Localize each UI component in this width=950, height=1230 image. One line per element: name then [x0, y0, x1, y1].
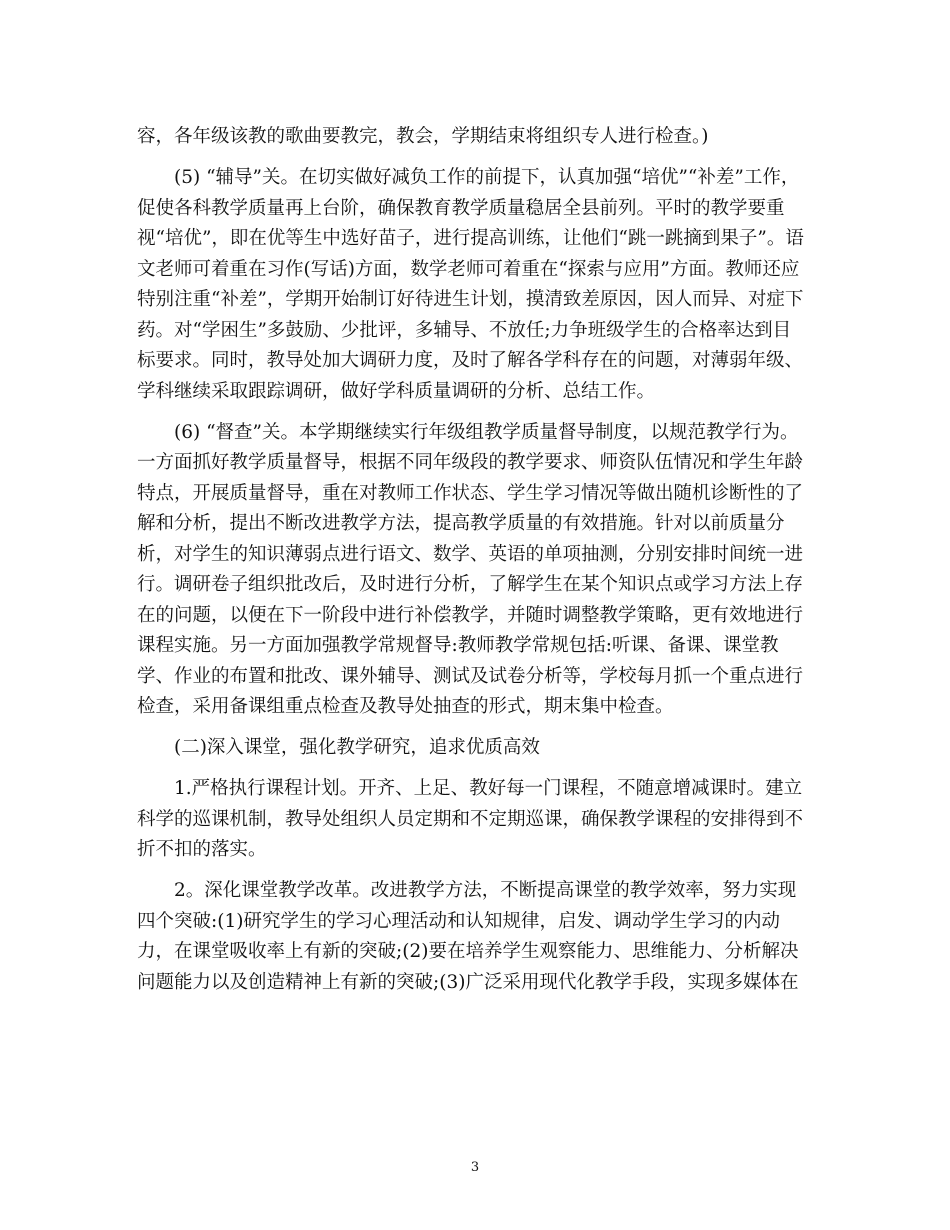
text-line: 文老师可着重在习作(写话)方面，数学老师可着重在“探索与应用”方面。教师还应: [137, 258, 800, 280]
paragraph-5: [137, 774, 821, 866]
text-line: 标要求。同时，教导处加大调研力度，及时了解各学科存在的问题，对薄弱年级、: [137, 350, 804, 371]
text-line: 课程实施。另一方面加强教学常规督导:教师教学常规包括:听课、备课、课堂教: [137, 635, 779, 656]
text-line: 药。对“学困生”多鼓励、少批评，多辅导、不放任;力争班级学生的合格率达到目: [137, 319, 792, 341]
text-line: 检查，采用备课组重点检查及教导处抽查的形式，期末集中检查。: [137, 696, 674, 717]
paragraph-1: [137, 122, 821, 153]
paragraph-3: [137, 418, 821, 723]
text-line: 特别注重“补差”，学期开始制订好待进生计划，摸清致差原因，因人而异、对症下: [137, 289, 804, 310]
text-line: 折不扣的落实。: [137, 839, 267, 860]
document-body: [137, 122, 821, 1009]
text-line: 解和分析，提出不断改进教学方法，提高教学质量的有效措施。针对以前质量分: [137, 513, 785, 534]
paragraph-2: [137, 163, 821, 407]
text-line: 2。深化课堂教学改革。改进教学方法，不断提高课堂的教学效率，努力实现: [174, 880, 797, 901]
text-line: 行。调研卷子组织批改后，及时进行分析，了解学生在某个知识点或学习方法上存: [137, 574, 804, 595]
text-line: (5) “辅导”关。在切实做好减负工作的前提下，认真加强“培优”“补差”工作，: [174, 167, 800, 188]
text-line: 四个突破:(1)研究学生的学习心理活动和认知规律，启发、调动学生学习的内动: [137, 910, 780, 932]
text-line: 1.严格执行课程计划。开齐、上足、教好每一门课程，不随意增减课时。建立: [174, 778, 803, 799]
text-line: 促使各科教学质量再上台阶，确保教育教学质量稳居全县前列。平时的教学要重: [137, 197, 785, 219]
text-line: (6) “督查”关。本学期继续实行年级组教学质量督导制度，以规范教学行为。: [174, 421, 799, 443]
page-number: 3: [470, 1160, 480, 1175]
text-line: 析，对学生的知识薄弱点进行语文、数学、英语的单项抽测，分别安排时间统一进: [137, 543, 804, 565]
text-line: 问题能力以及创造精神上有新的突破;(3)广泛采用现代化教学手段，实现多媒体在: [137, 971, 799, 993]
text-line: 学、作业的布置和批改、课外辅导、测试及试卷分析等，学校每月抓一个重点进行: [137, 665, 804, 687]
section-heading: [137, 733, 821, 764]
paragraph-6: [137, 876, 821, 998]
text-line: 学科继续采取跟踪调研，做好学科质量调研的分析、总结工作。: [137, 380, 656, 402]
text-line: 特点，开展质量督导，重在对教师工作状态、学生学习情况等做出随机诊断性的了: [137, 482, 804, 504]
text-line: 在的问题，以便在下一阶段中进行补偿教学，并随时调整教学策略，更有效地进行: [137, 604, 804, 626]
text-line: 视“培优”，即在优等生中选好苗子，进行提高训练，让他们“跳一跳摘到果子”。语: [137, 228, 804, 249]
text-line: (二)深入课堂，强化教学研究，追求优质高效: [174, 737, 540, 758]
text-line: 科学的巡课机制，教导处组织人员定期和不定期巡课，确保教学课程的安排得到不: [137, 808, 804, 830]
text-line: 容，各年级该教的歌曲要教完，教会，学期结束将组织专人进行检查。): [137, 126, 709, 147]
text-line: 一方面抓好教学质量督导，根据不同年级段的教学要求、师资队伍情况和学生年龄: [137, 452, 804, 473]
text-line: 力，在课堂吸收率上有新的突破;(2)要在培养学生观察能力、思维能力、分析解决: [137, 941, 799, 962]
